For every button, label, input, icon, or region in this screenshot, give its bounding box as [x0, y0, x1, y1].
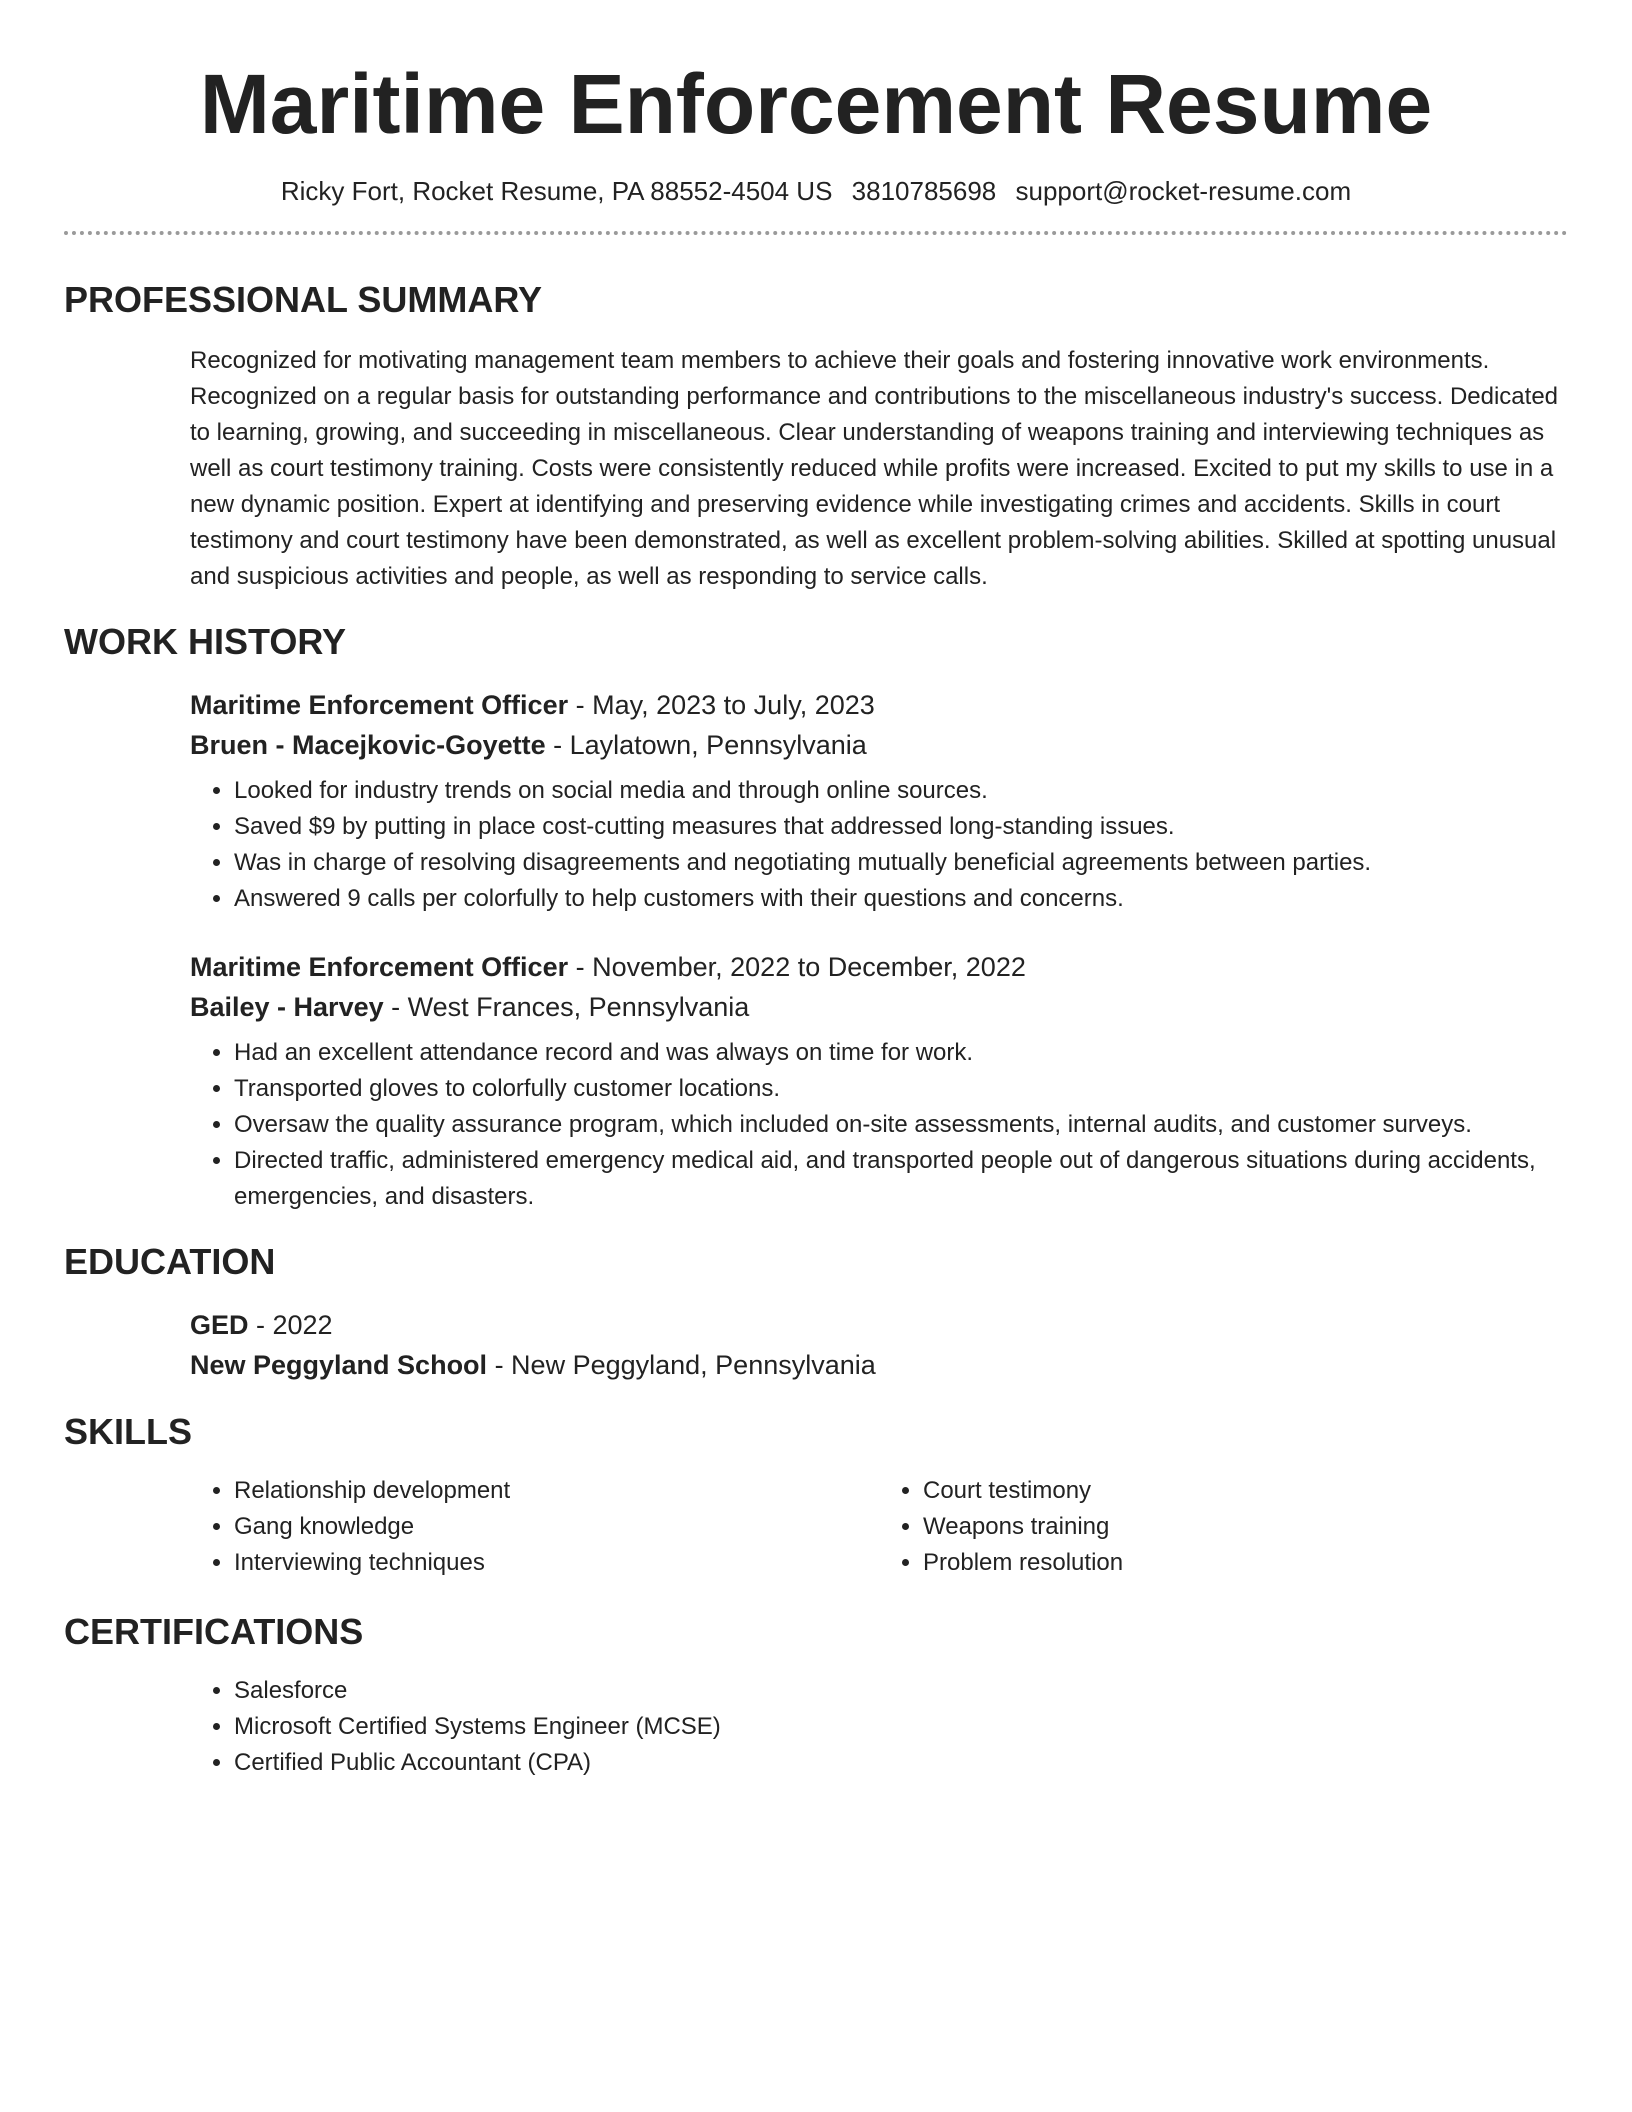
skills-list-left — [190, 1473, 879, 1581]
job-duty: • Transported gloves to colorfully customer locations. — [234, 1071, 1568, 1107]
summary-section — [64, 343, 1568, 595]
job-duty: • Directed traffic, administered emergency medical aid, and transported people out of dangerous situations during accidents, emergencies, and disasters. — [234, 1143, 1568, 1215]
education-year: - 2022 — [248, 1310, 333, 1340]
job-title-line — [190, 947, 1568, 987]
certification-item: • Certified Public Accountant (CPA) — [234, 1745, 1568, 1781]
job-dates: - November, 2022 to December, 2022 — [568, 952, 1026, 982]
job-duties — [190, 773, 1568, 917]
job-company-line — [190, 725, 1568, 765]
job-title: Maritime Enforcement Officer — [190, 690, 569, 720]
certifications-section — [64, 1673, 1568, 1781]
job-entry — [190, 685, 1568, 917]
job-location: - West Frances, Pennsylvania — [383, 992, 750, 1022]
job-company-line — [190, 987, 1568, 1027]
certification-item: • Salesforce — [234, 1673, 1568, 1709]
skill-item: • Relationship development — [234, 1473, 879, 1509]
education-section — [64, 1305, 1568, 1385]
job-company: Bailey - Harvey — [190, 992, 384, 1022]
skill-item: • Problem resolution — [923, 1545, 1568, 1581]
education-location: - New Peggyland, Pennsylvania — [487, 1350, 876, 1380]
certification-item: • Microsoft Certified Systems Engineer (MCSE) — [234, 1709, 1568, 1745]
summary-heading: PROFESSIONAL SUMMARY — [64, 279, 543, 320]
job-location: - Laylatown, Pennsylvania — [545, 730, 867, 760]
skill-item: • Weapons training — [923, 1509, 1568, 1545]
skill-item: • Gang knowledge — [234, 1509, 879, 1545]
education-school: New Peggyland School — [190, 1350, 488, 1380]
job-duty: • Answered 9 calls per colorfully to help customers with their questions and concerns. — [234, 881, 1568, 917]
certifications-heading: CERTIFICATIONS — [64, 1611, 364, 1652]
job-duty: • Oversaw the quality assurance program, which included on-site assessments, internal audits, and customer surveys. — [234, 1107, 1568, 1143]
work-history-heading: WORK HISTORY — [64, 621, 347, 662]
job-entry — [190, 947, 1568, 1215]
skill-item: • Interviewing techniques — [234, 1545, 879, 1581]
education-degree-line — [190, 1305, 1568, 1345]
contact-phone: 3810785698 — [851, 176, 997, 206]
job-title: Maritime Enforcement Officer — [190, 952, 569, 982]
skills-list-right — [879, 1473, 1568, 1581]
job-duty: • Had an excellent attendance record and was always on time for work. — [234, 1035, 1568, 1071]
work-history-section — [64, 685, 1568, 1215]
contact-line — [64, 176, 1568, 207]
education-heading: EDUCATION — [64, 1241, 276, 1282]
job-title-line — [190, 685, 1568, 725]
skills-section — [64, 1473, 1568, 1581]
job-duty: • Was in charge of resolving disagreements and negotiating mutually beneficial agreements between parties. — [234, 845, 1568, 881]
job-dates: - May, 2023 to July, 2023 — [568, 690, 875, 720]
contact-email: support@rocket-resume.com — [1015, 176, 1352, 206]
summary-text: Recognized for motivating management team members to achieve their goals and fostering innovative work environments. Recognized on a regular basis for outstanding performance and contributions to the miscellaneous industry's success. Dedicated to learning, growing, and succeeding in miscellaneous. Clear understanding of weapons training and interviewing techniques as well as court testimony training. Costs were consistently reduced while profits were increased. Excited to put my skills to use in a new dynamic position. Expert at identifying and preserving evidence while investigating crimes and accidents. Skills in court testimony and court testimony have been demonstrated, as well as excellent problem-solving abilities. Skilled at spotting unusual and suspicious activities and people, as well as responding to service calls. — [190, 347, 1559, 590]
certifications-list — [190, 1673, 1568, 1781]
resume-title: Maritime Enforcement Resume — [199, 57, 1433, 151]
education-school-line — [190, 1345, 1568, 1385]
job-company: Bruen - Macejkovic-Goyette — [190, 730, 546, 760]
skill-item: • Court testimony — [923, 1473, 1568, 1509]
contact-address: Ricky Fort, Rocket Resume, PA 88552-4504 US — [280, 176, 833, 206]
education-degree: GED — [190, 1310, 249, 1340]
header-divider — [64, 231, 1568, 235]
job-duties — [190, 1035, 1568, 1215]
skills-heading: SKILLS — [64, 1411, 193, 1452]
job-duty: • Looked for industry trends on social media and through online sources. — [234, 773, 1568, 809]
skills-grid — [190, 1473, 1568, 1581]
job-duty: • Saved $9 by putting in place cost-cutting measures that addressed long-standing issues. — [234, 809, 1568, 845]
